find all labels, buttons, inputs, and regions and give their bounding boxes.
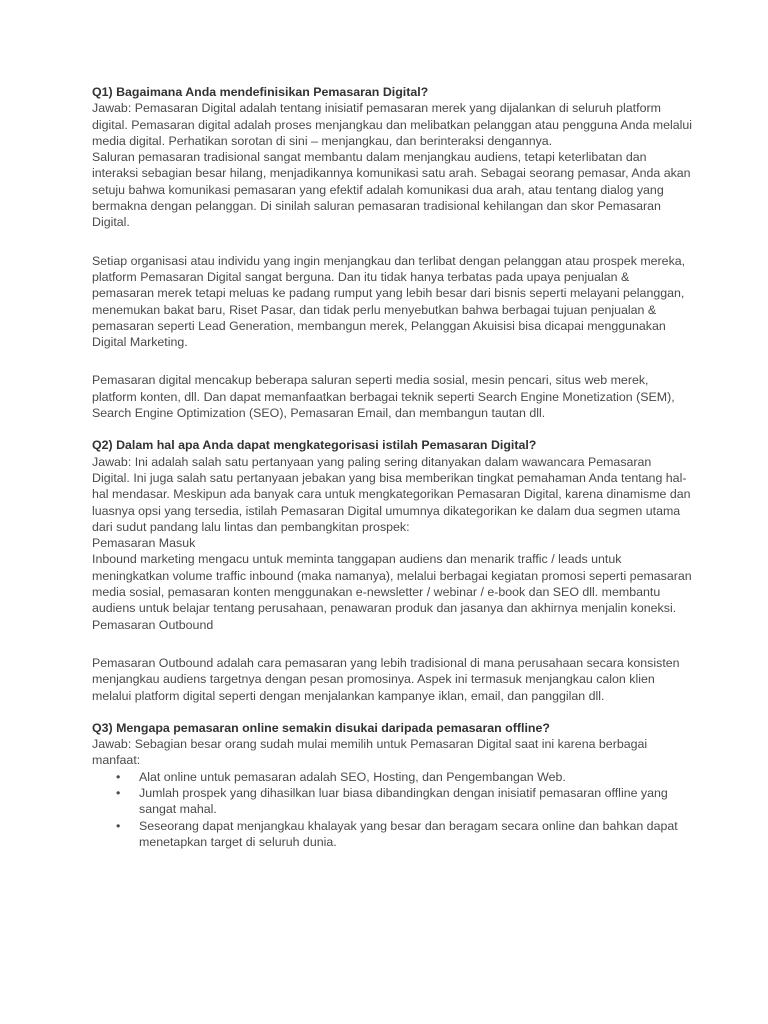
bullet-icon: •	[116, 785, 121, 800]
list-item-text: Seseorang dapat menjangkau khalayak yang besar dan beragam secara online dan bahkan dapat menetapkan target di seluruh dunia.	[139, 818, 678, 849]
q2-outbound-text: Pemasaran Outbound adalah cara pemasaran yang lebih tradisional di mana perusahaan secara konsisten menjangkau audiens targetnya dengan pesan promosinya. Aspek ini termasuk menjangkau calon klien melalui platform digital seperti dengan menjalankan kampanye iklan, email, dan panggilan dll.	[92, 655, 680, 703]
q1-answer-paragraph-1: Jawab: Pemasaran Digital adalah tentang inisiatif pemasaran merek yang dijalankan di seluruh platform digital. Pemasaran digital adalah proses menjangkau dan melibatkan pelanggan atau pengguna Anda melalui media digital. Perhatikan sorotan di sini – menjangkau, dan berinteraksi dengannya.	[92, 101, 692, 148]
paragraph-spacer	[92, 231, 692, 253]
section-spacer	[92, 704, 692, 720]
list-item-text: Alat online untuk pemasaran adalah SEO, Hosting, dan Pengembangan Web.	[139, 769, 566, 784]
q1-answer-paragraph-3: Setiap organisasi atau individu yang ingin menjangkau dan terlibat dengan pelanggan atau prospek mereka, platform Pemasaran Digital sangat berguna. Dan itu tidak hanya terbatas pada upaya penjualan & pemasaran merek tetapi meluas ke padang rumput yang lebih besar dari bisnis seperti melayani pelanggan, menemukan bakat baru, Riset Pasar, dan tidak perlu menyebutkan bahwa berbagai tujuan penjualan & pemasaran seperti Lead Generation, membangun merek, Pelanggan Akuisisi bisa dicapai menggunakan Digital Marketing.	[92, 253, 686, 350]
q3-benefits-list	[92, 769, 692, 850]
list-item	[92, 769, 692, 785]
q2-inbound-heading: Pemasaran Masuk	[92, 536, 196, 551]
paragraph-spacer	[92, 350, 692, 372]
bullet-icon: •	[116, 818, 121, 833]
q2-question: Q2) Dalam hal apa Anda dapat mengkategorisasi istilah Pemasaran Digital?	[92, 438, 537, 453]
document-page	[92, 84, 692, 850]
q1-question: Q1) Bagaimana Anda mendefinisikan Pemasaran Digital?	[92, 85, 429, 99]
q2-inbound-text: Inbound marketing mengacu untuk meminta tanggapan audiens dan menarik traffic / leads untuk meningkatkan volume traffic inbound (maka namanya), melalui berbagai kegiatan promosi seperti pemasaran media sosial, pemasaran konten menggunakan e-newsletter / webinar / e-book dan SEO dll. membantu audiens untuk belajar tentang perusahaan, penawaran produk dan jasanya dan akhirnya menjalin koneksi.	[92, 552, 692, 616]
q1-answer-paragraph-4: Pemasaran digital mencakup beberapa saluran seperti media sosial, mesin pencari, situs web merek, platform konten, dll. Dan dapat memanfaatkan berbagai teknik seperti Search Engine Monetization (SEM), Search Engine Optimization (SEO), Pemasaran Email, dan membangun tautan dll.	[92, 373, 675, 421]
list-item	[92, 818, 692, 851]
q2-answer-paragraph-1: Jawab: Ini adalah salah satu pertanyaan yang paling sering ditanyakan dalam wawancara Pemasaran Digital. Ini juga salah satu pertanyaan jebakan yang bisa memberikan tingkat pemahaman Anda tentang hal-hal mendasar. Meskipun ada banyak cara untuk mengkategorikan Pemasaran Digital, karena dinamisme dan luasnya opsi yang tersedia, istilah Pemasaran Digital umumnya dikategorikan ke dalam dua segmen utama dari sudut pandang lalu lintas dan pembangkitan prospek:	[92, 454, 691, 534]
q2-outbound-heading: Pemasaran Outbound	[92, 617, 214, 632]
list-item	[92, 785, 692, 818]
q3-question: Q3) Mengapa pemasaran online semakin disukai daripada pemasaran offline?	[92, 720, 550, 735]
q3-answer-paragraph-1: Jawab: Sebagian besar orang sudah mulai memilih untuk Pemasaran Digital saat ini karena berbagai manfaat:	[92, 737, 648, 768]
list-item-text: Jumlah prospek yang dihasilkan luar biasa dibandingkan dengan inisiatif pemasaran offline yang sangat mahal.	[139, 785, 668, 817]
q1-answer-paragraph-2: Saluran pemasaran tradisional sangat membantu dalam menjangkau audiens, tetapi keterlibatan dan interaksi sebagian besar hilang, menjadikannya komunikasi satu arah. Sebagai seorang pemasar, Anda akan setuju bahwa komunikasi pemasaran yang efektif adalah komunikasi dua arah, atau tentang dialog yang bermakna dengan pelanggan. Di sinilah saluran pemasaran tradisional kehilangan dan skor Pemasaran Digital.	[92, 150, 691, 230]
bullet-icon: •	[116, 769, 121, 784]
section-spacer	[92, 421, 692, 437]
paragraph-spacer	[92, 633, 692, 655]
